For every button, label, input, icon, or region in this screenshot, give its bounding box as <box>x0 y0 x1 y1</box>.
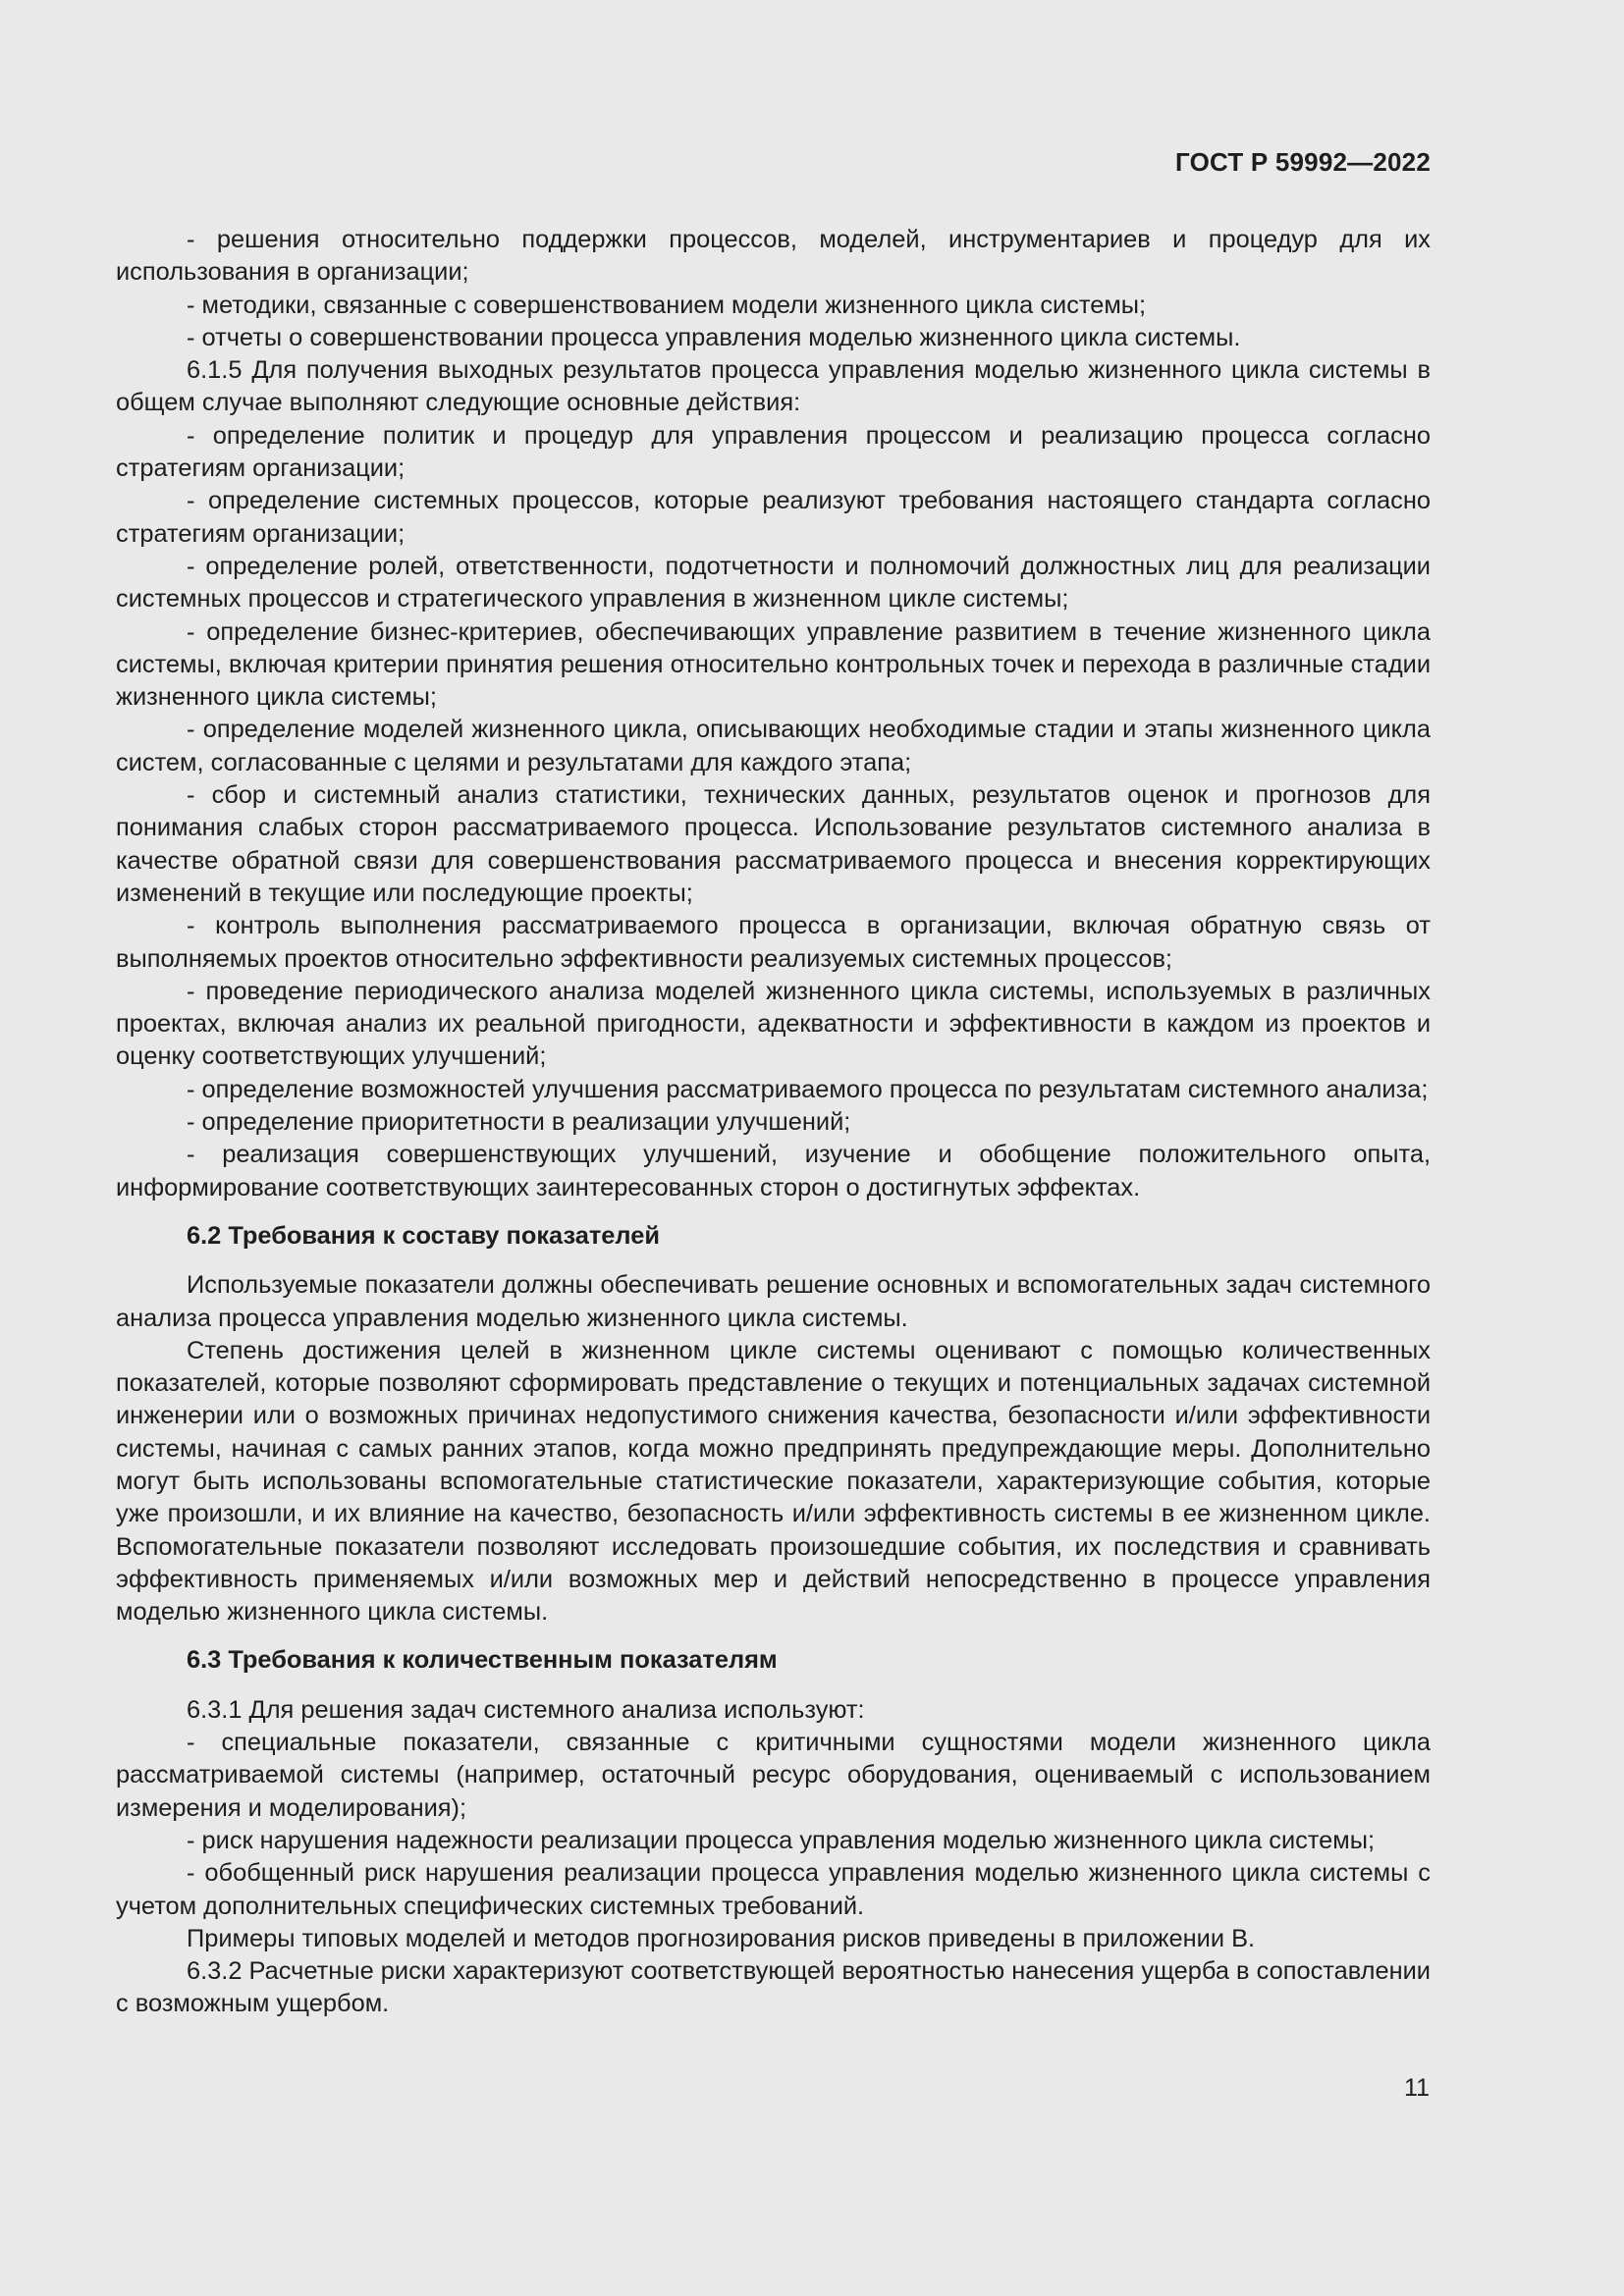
paragraph: 6.1.5 Для получения выходных результатов процесса управления моделью жизненного цикла системы в общем случае выполняют следующие основные действия: <box>116 356 1431 417</box>
paragraph: - риск нарушения надежности реализации процесса управления моделью жизненного цикла системы; <box>187 1826 1376 1854</box>
paragraph: - решения относительно поддержки процессов, моделей, инструментариев и процедур для их использования в организации; <box>116 226 1431 287</box>
paragraph: - специальные показатели, связанные с критичными сущностями модели жизненного цикла рассматриваемой системы (например, остаточный ресурс оборудования, оцениваемый с использованием измерения и моделирования); <box>116 1729 1431 1822</box>
standard-designation: ГОСТ Р 59992—2022 <box>1175 147 1431 177</box>
paragraph: - проведение периодического анализа моделей жизненного цикла системы, используемых в различных проектах, включая анализ их реальной пригодности, адекватности и эффективности в каждом из проектов и оценку соответствующих улучшений; <box>116 977 1431 1071</box>
paragraph: - определение моделей жизненного цикла, описывающих необходимые стадии и этапы жизненного цикла систем, согласованные с целями и результатами для каждого этапа; <box>116 716 1431 776</box>
paragraph: - обобщенный риск нарушения реализации процесса управления моделью жизненного цикла системы с учетом дополнительных специфических системных требований. <box>116 1859 1431 1920</box>
paragraph: 6.3.1 Для решения задач системного анализа используют: <box>187 1695 865 1724</box>
document-body <box>116 224 1431 2021</box>
section-heading-6-2: 6.2 Требования к составу показателей <box>187 1221 660 1250</box>
paragraph: - реализация совершенствующих улучшений, изучение и обобщение положительного опыта, информирование соответствующих заинтересованных сторон о достигнутых эффектах. <box>116 1141 1431 1201</box>
paragraph: - отчеты о совершенствовании процесса управления моделью жизненного цикла системы. <box>187 323 1241 351</box>
paragraph: Примеры типовых моделей и методов прогнозирования рисков приведены в приложении В. <box>187 1924 1256 1952</box>
paragraph: - определение приоритетности в реализации улучшений; <box>187 1108 851 1137</box>
paragraph: - сбор и системный анализ статистики, технических данных, результатов оценок и прогнозов для понимания слабых сторон рассматриваемого процесса. Использование результатов системного анализа в качестве обратной связи для совершенствования рассматриваемого процесса и внесения корректирующих изменений в текущие или последующие проекты; <box>116 781 1431 907</box>
paragraph: - определение возможностей улучшения рассматриваемого процесса по результатам системного анализа; <box>187 1075 1429 1103</box>
section-heading-6-3: 6.3 Требования к количественным показателям <box>187 1646 778 1675</box>
paragraph: Степень достижения целей в жизненном цикле системы оценивают с помощью количественных показателей, которые позволяют сформировать представление о текущих и потенциальных задачах системной инженерии или о возможных причинах недопустимого снижения качества, безопасности и/или эффективности системы, начиная с самых ранних этапов, когда можно предпринять предупреждающие меры. Дополнительно могут быть использованы вспомогательные статистические показатели, характеризующие события, которые уже произошли, и их влияние на качество, безопасность и/или эффективность системы в ее жизненном цикле. Вспомогательные показатели позволяют исследовать произошедшие события, их последствия и сравнивать эффективность применяемых и/или возможных мер и действий непосредственно в процессе управления моделью жизненного цикла системы. <box>116 1336 1431 1627</box>
paragraph: - определение системных процессов, которые реализуют требования настоящего стандарта согласно стратегиям организации; <box>116 487 1431 548</box>
paragraph: - определение бизнес-критериев, обеспечивающих управление развитием в течение жизненного цикла системы, включая критерии принятия решения относительно контрольных точек и перехода в различные стадии жизненного цикла системы; <box>116 617 1431 712</box>
paragraph: - методики, связанные с совершенствованием модели жизненного цикла системы; <box>187 291 1147 319</box>
paragraph: 6.3.2 Расчетные риски характеризуют соответствующей вероятностью нанесения ущерба в сопоставлении с возможным ущербом. <box>116 1957 1431 2018</box>
page-number: 11 <box>1404 2074 1430 2102</box>
paragraph: - контроль выполнения рассматриваемого процесса в организации, включая обратную связь от выполняемых проектов относительно эффективности реализуемых системных процессов; <box>116 912 1431 973</box>
paragraph: Используемые показатели должны обеспечивать решение основных и вспомогательных задач системного анализа процесса управления моделью жизненного цикла системы. <box>116 1271 1431 1332</box>
paragraph: - определение политик и процедур для управления процессом и реализацию процесса согласно стратегиям организации; <box>116 421 1431 483</box>
paragraph: - определение ролей, ответственности, подотчетности и полномочий должностных лиц для реализации системных процессов и стратегического управления в жизненном цикле системы; <box>116 552 1431 614</box>
